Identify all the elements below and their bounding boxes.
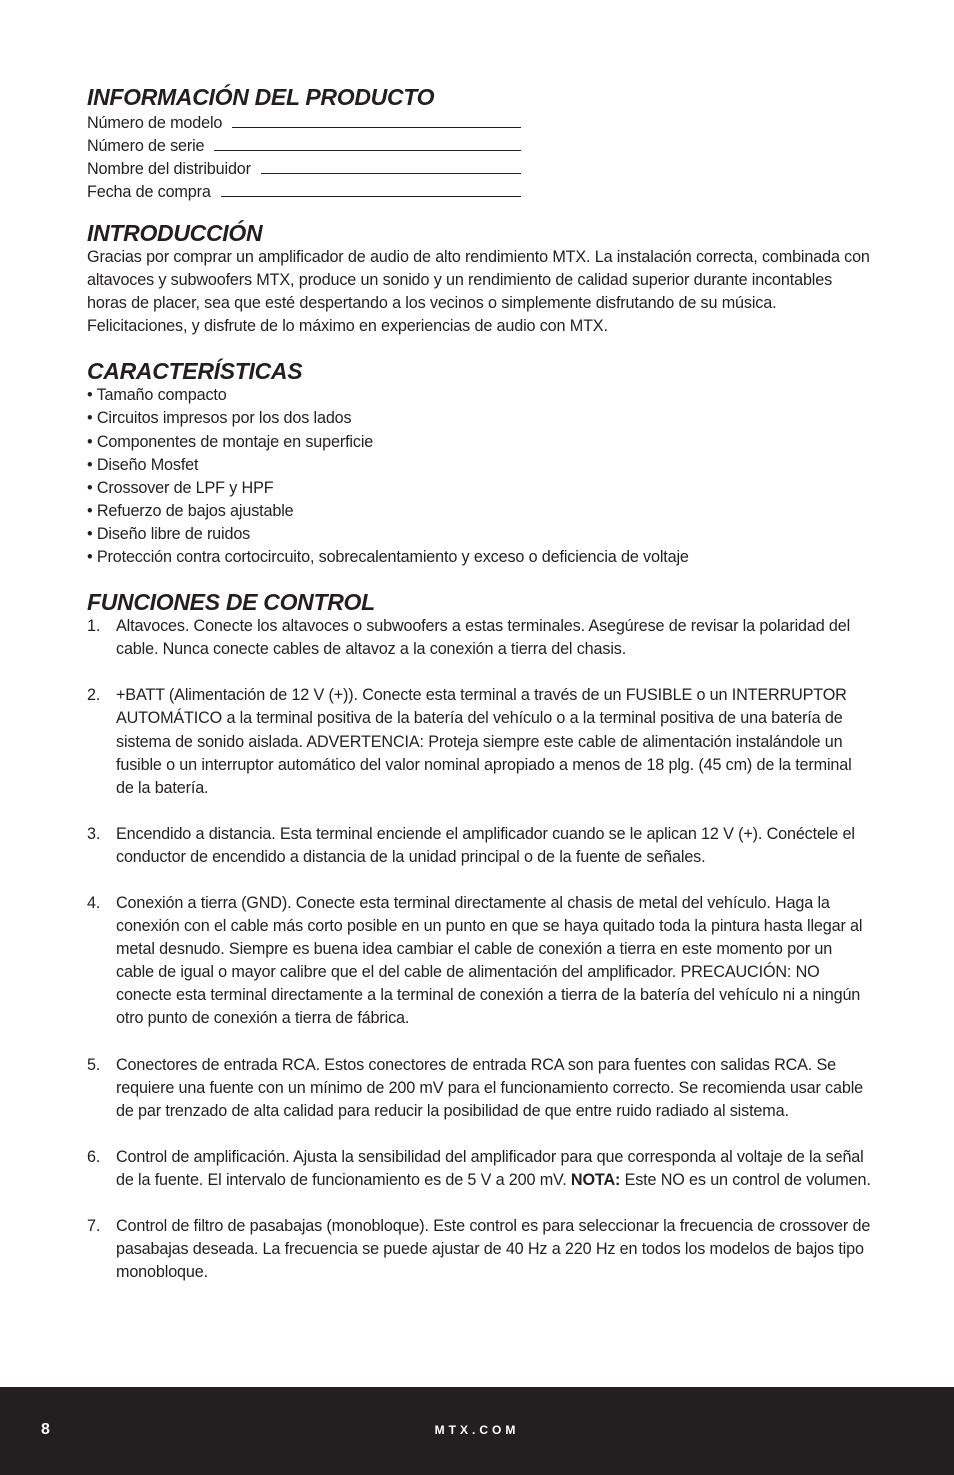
item-number: 7. xyxy=(87,1217,101,1235)
feature-item: • Circuitos impresos por los dos lados xyxy=(87,409,352,428)
control-item xyxy=(87,684,872,799)
model-number-field xyxy=(87,110,521,133)
introduction-title: INTRODUCCIÓN xyxy=(87,220,263,246)
control-functions-list xyxy=(87,615,872,1284)
item-number: 3. xyxy=(87,824,101,843)
field-label: Número de serie xyxy=(87,137,205,155)
item-text: Altavoces. Conecte los altavoces o subwoofers a estas terminales. Asegúrese de revisar la polaridad del cable. Nunca conecte cables de altavoz a la conexión a tierra del chasis. xyxy=(116,617,851,659)
nota-label: NOTA: xyxy=(570,1170,621,1189)
field-label: Nombre del distribuidor xyxy=(87,160,251,178)
control-item xyxy=(87,823,872,869)
introduction-text: Gracias por comprar un amplificador de audio de alto rendimiento MTX. La instalación correcta, combinada con altavoces y subwoofers MTX, produce un sonido y un rendimiento de calidad superior durante incontables horas de placer, sea que esté despertando a los vecinos o simplemente disfrutando de su música. Felicitaciones, y disfrute de lo máximo en experiencias de audio con MTX. xyxy=(87,248,870,336)
product-info-form xyxy=(87,110,872,202)
item-text: Conectores de entrada RCA. Estos conectores de entrada RCA son para fuentes con salidas RCA. Se requiere una fuente con un mínimo de 200 mV para el funcionamiento correcto. Se recomienda usar cable de par trenzado de alta calidad para reducir la posibilidad de que entre ruido radiado al sistema. xyxy=(116,1055,864,1120)
field-label: Número de modelo xyxy=(87,114,223,132)
item-number: 1. xyxy=(87,617,101,636)
page-number: 8 xyxy=(41,1421,50,1438)
feature-item: • Protección contra cortocircuito, sobrecalentamiento y exceso o deficiencia de voltaje xyxy=(87,548,689,567)
control-item xyxy=(87,892,872,1031)
item-text: Conexión a tierra (GND). Conecte esta terminal directamente al chasis de metal del vehículo. Haga la conexión con el cable más corto posible en un punto en que se haya quitado toda la pintura hasta llegar al metal desnudo. Siempre es buena idea cambiar el cable de conexión a tierra en este momento por un cable de igual o mayor calibre que el del cable de alimentación del amplificador. PRECAUCIÓN: NO conecte esta terminal directamente a la terminal de conexión a tierra de la batería del vehículo ni a ningún otro punto de conexión a tierra de fábrica. xyxy=(116,893,863,1028)
feature-item: • Refuerzo de bajos ajustable xyxy=(87,501,294,520)
blank-line xyxy=(232,127,521,128)
item-text-after: Este NO es un control de volumen. xyxy=(624,1170,871,1189)
page-content xyxy=(87,84,872,1307)
page-footer xyxy=(0,1387,954,1475)
feature-item: • Diseño libre de ruidos xyxy=(87,524,251,543)
website-url: MTX.COM xyxy=(434,1423,520,1437)
item-text: Encendido a distancia. Esta terminal enciende el amplificador cuando se le aplican 12 V (+). Conéctele el conductor de encendido a distancia de la unidad principal o de la fuente de señales. xyxy=(116,824,855,866)
control-item xyxy=(87,1215,872,1284)
blank-line xyxy=(221,196,521,197)
item-text-before: Control de amplificación. Ajusta la sensibilidad del amplificador para que corresponda al voltaje de la señal de la fuente. El intervalo de funcionamiento es de 5 V a 200 mV. xyxy=(116,1147,864,1189)
blank-line xyxy=(214,150,521,151)
feature-item: • Tamaño compacto xyxy=(87,386,227,405)
item-number: 6. xyxy=(87,1147,101,1166)
product-info-title: INFORMACIÓN DEL PRODUCTO xyxy=(87,84,435,110)
item-number: 4. xyxy=(87,893,101,912)
control-item xyxy=(87,1054,872,1123)
item-number: 5. xyxy=(87,1055,101,1074)
item-number: 2. xyxy=(87,686,101,705)
feature-item: • Componentes de montaje en superficie xyxy=(87,432,374,451)
item-text xyxy=(116,1146,872,1192)
control-item xyxy=(87,615,872,661)
item-text: Control de filtro de pasabajas (monobloque). Este control es para seleccionar la frecuencia de crossover de pasabajas deseada. La frecuencia se puede ajustar de 40 Hz a 220 Hz en todos los modelos de bajos tipo monobloque. xyxy=(116,1217,871,1282)
feature-item: • Diseño Mosfet xyxy=(87,455,199,474)
features-title: CARACTERÍSTICAS xyxy=(87,358,303,385)
distributor-name-field xyxy=(87,156,521,179)
control-functions-title: FUNCIONES DE CONTROL xyxy=(87,589,375,616)
item-text: +BATT (Alimentación de 12 V (+)). Conecte esta terminal a través de un FUSIBLE o un INTERRUPTOR AUTOMÁTICO a la terminal positiva de la batería del vehículo o a la terminal positiva de una batería de sistema de sonido aislada. ADVERTENCIA: Proteja siempre este cable de alimentación instalándole un fusible o un interruptor automático del valor nominal apropiado a menos de 18 plg. (45 cm) de la terminal de la batería. xyxy=(116,686,852,797)
feature-item: • Crossover de LPF y HPF xyxy=(87,478,274,497)
control-item xyxy=(87,1146,872,1192)
serial-number-field xyxy=(87,133,521,156)
purchase-date-field xyxy=(87,179,521,202)
features-list xyxy=(87,384,872,569)
blank-line xyxy=(261,173,521,174)
field-label: Fecha de compra xyxy=(87,183,211,201)
